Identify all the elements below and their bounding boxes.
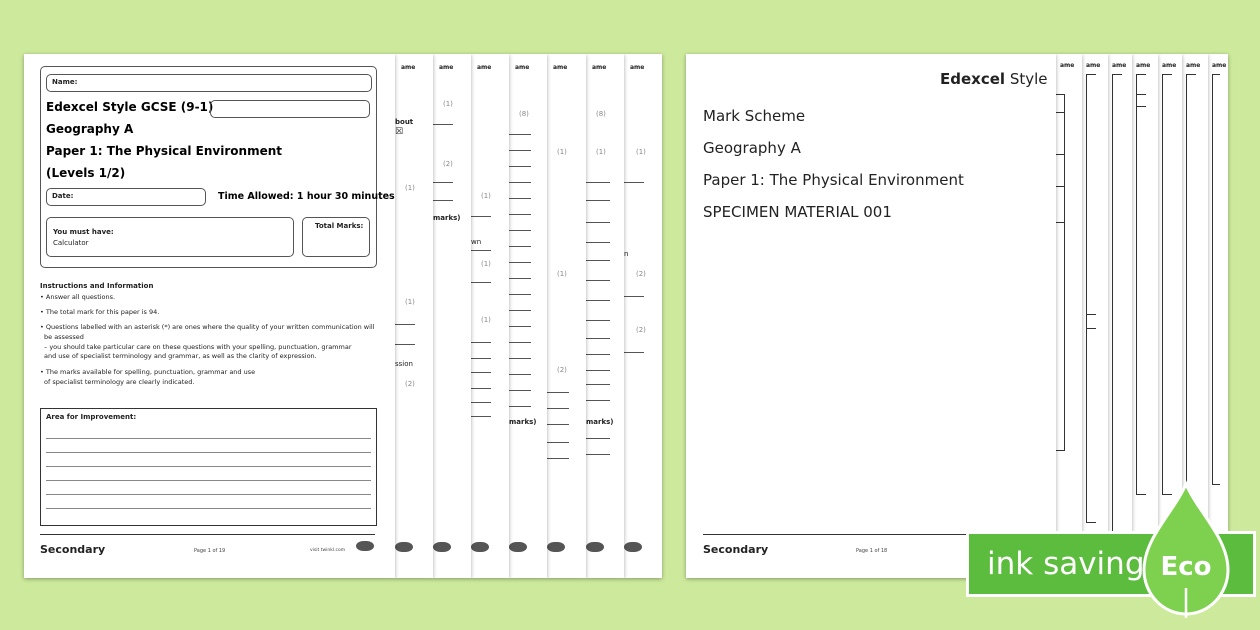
marks-label: (2)	[636, 326, 646, 334]
writing-line	[46, 466, 371, 467]
marks-label: (1)	[481, 192, 491, 200]
page-header: ame	[1162, 62, 1177, 69]
back-page-1	[395, 54, 433, 578]
answer-line	[471, 342, 491, 343]
answer-line	[586, 370, 610, 371]
ink-saving-text: ink saving	[987, 546, 1145, 582]
instruction-line: • Answer all questions.	[40, 293, 116, 301]
time-allowed: Time Allowed: 1 hour 30 minutes	[218, 191, 395, 202]
twinkl-logo	[356, 541, 374, 551]
answer-line	[547, 392, 569, 393]
answer-line	[509, 134, 531, 135]
instruction-line: – you should take particular care on these questions with your spelling, punctuation, grammar	[44, 343, 352, 351]
instructions-heading: Instructions and Information	[40, 282, 154, 290]
table-row-line	[1056, 450, 1065, 451]
answer-line	[586, 222, 610, 223]
answer-line	[433, 200, 453, 201]
answer-line	[586, 260, 610, 261]
footer-rule	[40, 534, 375, 535]
instruction-line: and use of specialist terminology and grammar, as well as the clarity of expression.	[44, 352, 317, 360]
table-row-line	[1056, 154, 1065, 155]
instruction-line: be assessed	[44, 333, 84, 341]
answer-line	[471, 358, 491, 359]
exam-cover-page	[24, 54, 395, 578]
answer-line	[624, 296, 644, 297]
marks-label: (1)	[557, 270, 567, 278]
subject-title: Geography A	[46, 122, 134, 136]
paper-title: Paper 1: The Physical Environment	[46, 144, 282, 158]
answer-line	[433, 124, 453, 125]
page-number: Page 1 of 19	[194, 548, 226, 554]
answer-line	[509, 182, 531, 183]
table-row-line	[1086, 74, 1096, 75]
page-header: ame	[1060, 62, 1075, 69]
marks-label: (1)	[557, 148, 567, 156]
page-header: ame	[630, 64, 645, 71]
answer-line	[547, 408, 569, 409]
scheme-header-bold: Edexcel	[940, 70, 1006, 88]
marks-label: (1)	[405, 184, 415, 192]
answer-line	[509, 198, 531, 199]
answer-line	[547, 458, 569, 459]
text-fragment: marks)	[509, 418, 537, 426]
answer-line	[395, 324, 415, 325]
marks-label: (1)	[443, 100, 453, 108]
must-have-label: You must have:	[53, 228, 114, 236]
scheme-header-rest: Style	[1005, 70, 1048, 88]
marks-label: (1)	[481, 316, 491, 324]
scheme-line-1: Mark Scheme	[703, 107, 806, 125]
writing-line	[46, 508, 371, 509]
answer-line	[586, 242, 610, 243]
answer-line	[586, 300, 610, 301]
answer-line	[471, 402, 491, 403]
writing-line	[46, 452, 371, 453]
course-title: Edexcel Style GCSE (9-1)	[46, 100, 214, 114]
scheme-line-3: Paper 1: The Physical Environment	[703, 171, 964, 189]
marks-label: (1)	[405, 298, 415, 306]
table-row-line	[1212, 74, 1220, 75]
table-row-line	[1086, 522, 1096, 523]
answer-line	[509, 214, 531, 215]
answer-line	[586, 454, 610, 455]
answer-line	[624, 182, 644, 183]
instruction-line: • The total mark for this paper is 94.	[40, 308, 160, 316]
answer-line	[586, 200, 610, 201]
name-label: Name:	[52, 78, 78, 86]
answer-line	[509, 230, 531, 231]
course-field[interactable]	[210, 100, 370, 118]
marks-label: (2)	[636, 270, 646, 278]
text-fragment: marks)	[586, 418, 614, 426]
table-row-line	[1056, 186, 1065, 187]
answer-line	[471, 416, 491, 417]
marks-label: (2)	[405, 380, 415, 388]
answer-line	[586, 280, 610, 281]
footer-label: Secondary	[703, 543, 769, 556]
text-fragment: marks)	[433, 214, 461, 222]
must-have-item: Calculator	[53, 239, 89, 247]
table-row-line	[1136, 94, 1146, 95]
scheme-back-page-3	[1108, 54, 1132, 578]
table-row-line	[1186, 74, 1196, 75]
table-border	[1212, 74, 1213, 484]
answer-line	[586, 338, 610, 339]
back-page-4	[509, 54, 547, 578]
back-page-3	[471, 54, 509, 578]
table-row-line	[1112, 74, 1122, 75]
page-header: ame	[439, 64, 454, 71]
answer-line	[471, 216, 491, 217]
answer-line	[471, 250, 491, 251]
table-border	[1112, 74, 1113, 534]
answer-line	[509, 246, 531, 247]
answer-line	[471, 282, 491, 283]
answer-line	[586, 354, 610, 355]
answer-line	[509, 406, 531, 407]
page-header: ame	[401, 64, 416, 71]
text-fragment: ssion	[395, 360, 413, 368]
answer-line	[509, 326, 531, 327]
answer-line	[433, 182, 453, 183]
answer-line	[586, 182, 610, 183]
answer-line	[509, 374, 531, 375]
table-row-line	[1056, 94, 1065, 95]
back-page-5	[547, 54, 586, 578]
table-border	[1086, 74, 1087, 522]
marks-label: (1)	[636, 148, 646, 156]
twinkl-logo	[433, 542, 451, 552]
page-header: ame	[1212, 62, 1227, 69]
table-border	[1136, 74, 1137, 494]
back-page-7	[624, 54, 662, 578]
answer-line	[547, 424, 569, 425]
twinkl-logo	[547, 542, 565, 552]
instruction-line: • Questions labelled with an asterisk (*) are ones where the quality of your written communication will	[40, 323, 375, 331]
must-have-box	[46, 217, 294, 257]
table-row-line	[1086, 328, 1096, 329]
twinkl-logo	[395, 542, 413, 552]
instruction-line: of specialist terminology are clearly indicated.	[44, 378, 195, 386]
answer-line	[586, 384, 610, 385]
answer-line	[586, 438, 610, 439]
table-row-line	[1056, 222, 1065, 223]
table-border	[1186, 74, 1187, 524]
answer-line	[509, 294, 531, 295]
answer-line	[586, 320, 610, 321]
text-fragment: n	[624, 250, 629, 258]
mark-scheme-page	[686, 54, 1056, 578]
footer-label: Secondary	[40, 543, 106, 556]
table-row-line	[1086, 314, 1096, 315]
answer-line	[509, 342, 531, 343]
answer-line	[547, 442, 569, 443]
back-page-6	[586, 54, 624, 578]
answer-line	[471, 372, 491, 373]
page-header: ame	[1112, 62, 1127, 69]
twinkl-logo	[471, 542, 489, 552]
answer-line	[509, 278, 531, 279]
levels-text: (Levels 1/2)	[46, 166, 126, 180]
twinkl-logo	[586, 542, 604, 552]
writing-line	[46, 438, 371, 439]
scheme-back-page-1	[1056, 54, 1082, 578]
writing-line	[46, 480, 371, 481]
text-fragment: bout	[395, 118, 414, 126]
table-row-line	[1162, 74, 1172, 75]
checkbox-glyph: ☒	[395, 127, 404, 137]
table-row-line	[1136, 74, 1146, 75]
site-link: visit twinkl.com	[310, 548, 346, 553]
instruction-line: • The marks available for spelling, punctuation, grammar and use	[40, 368, 256, 376]
scheme-line-2: Geography A	[703, 139, 801, 157]
eco-label: Eco	[1160, 552, 1212, 582]
marks-label: (8)	[519, 110, 529, 118]
twinkl-logo	[624, 542, 642, 552]
answer-line	[586, 400, 610, 401]
answer-line	[395, 344, 415, 345]
answer-line	[471, 388, 491, 389]
marks-label: (2)	[557, 366, 567, 374]
name-field[interactable]	[46, 74, 372, 92]
back-page-2	[433, 54, 471, 578]
total-marks-label: Total Marks:	[315, 222, 364, 230]
answer-line	[509, 390, 531, 391]
text-fragment: wn	[471, 238, 482, 246]
table-border	[1064, 94, 1065, 450]
page-header: ame	[1186, 62, 1201, 69]
writing-line	[46, 494, 371, 495]
improvement-label: Area for Improvement:	[46, 413, 137, 421]
page-header: ame	[477, 64, 492, 71]
marks-label: (2)	[443, 160, 453, 168]
page-header: ame	[515, 64, 530, 71]
answer-line	[624, 352, 644, 353]
page-header: ame	[592, 64, 607, 71]
marks-label: (1)	[481, 260, 491, 268]
scheme-line-4: SPECIMEN MATERIAL 001	[703, 203, 892, 221]
scheme-header	[940, 70, 1048, 88]
scheme-back-page-2	[1082, 54, 1108, 578]
answer-line	[509, 166, 531, 167]
answer-line	[509, 358, 531, 359]
page-number: Page 1 of 18	[856, 548, 888, 554]
twinkl-logo	[509, 542, 527, 552]
table-row-line	[1056, 112, 1065, 113]
marks-label: (8)	[596, 110, 606, 118]
page-header: ame	[1086, 62, 1101, 69]
eco-leaf-icon	[1136, 480, 1236, 620]
page-header: ame	[553, 64, 568, 71]
answer-line	[509, 150, 531, 151]
answer-line	[509, 262, 531, 263]
marks-label: (1)	[596, 148, 606, 156]
page-header: ame	[1136, 62, 1151, 69]
answer-line	[509, 310, 531, 311]
table-row-line	[1136, 106, 1146, 107]
date-label: Date:	[52, 192, 74, 200]
table-border	[1162, 74, 1163, 494]
